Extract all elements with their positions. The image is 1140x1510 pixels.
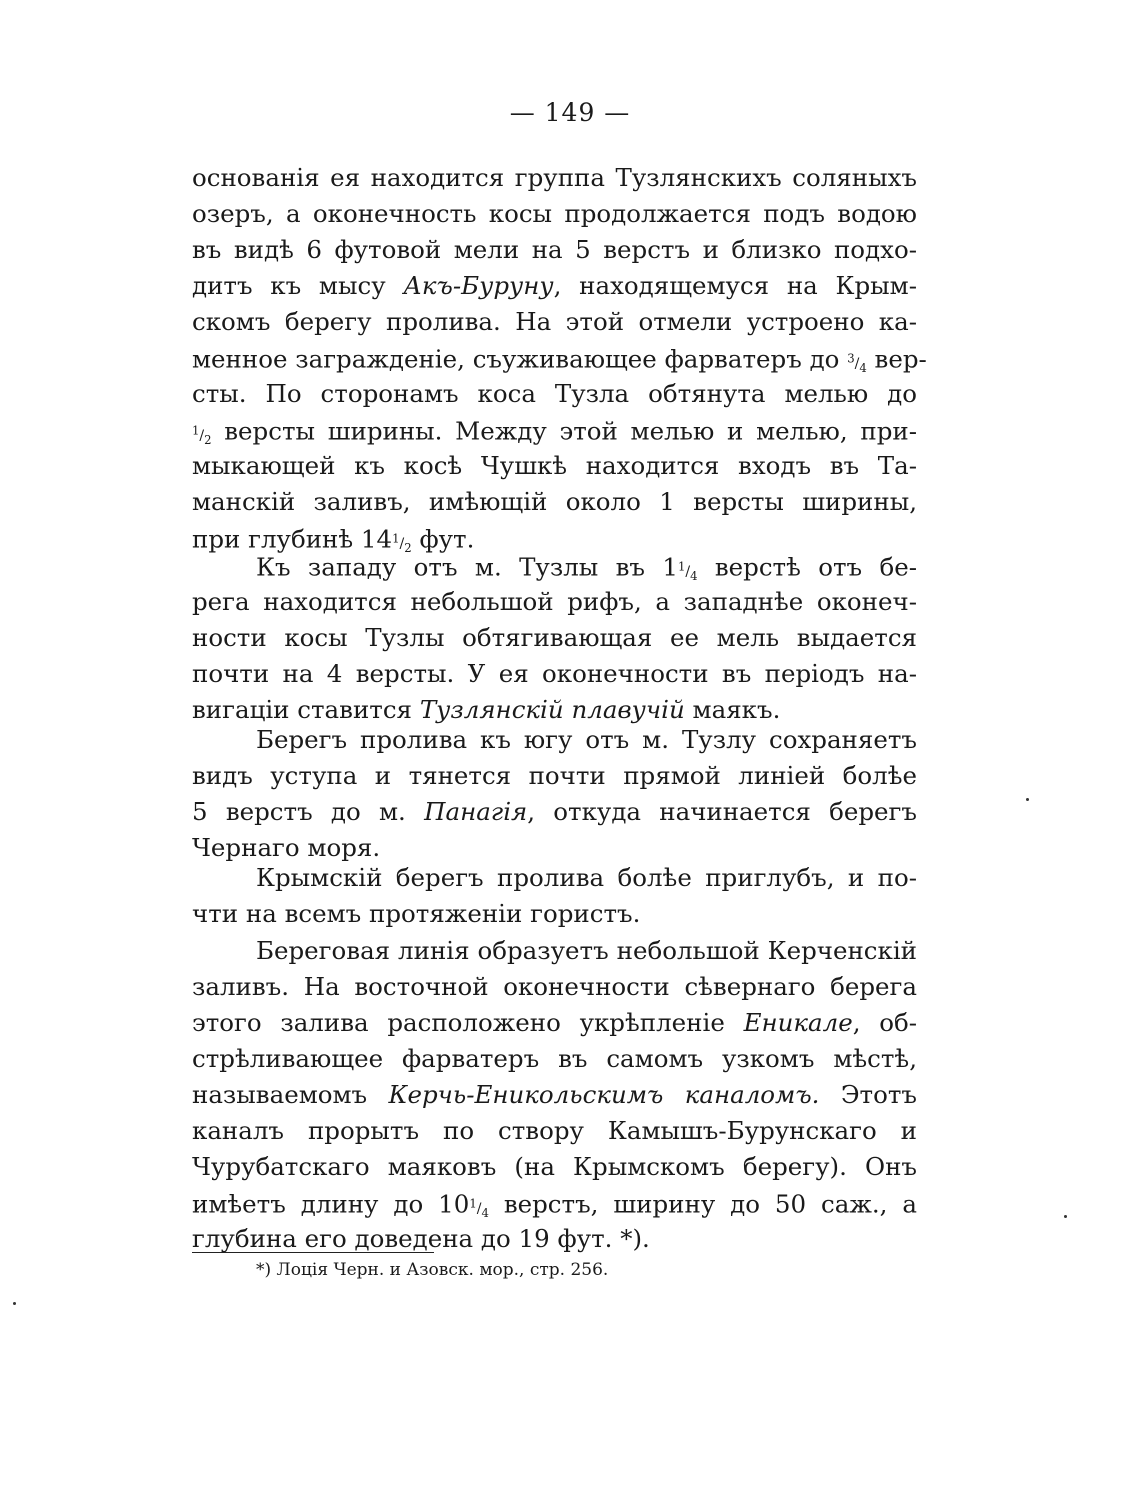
text-run: этого залива расположено укрѣпленіе (192, 1008, 744, 1037)
text-run: называемомъ (192, 1080, 389, 1109)
text-run: , откуда начинается берегъ (527, 797, 917, 826)
text-line (192, 722, 917, 758)
paragraph (192, 933, 917, 1257)
text-line (192, 860, 917, 896)
footnote: *) Лоція Черн. и Азовск. мор., стр. 256. (256, 1260, 609, 1280)
text-run: имѣетъ длину до 10 (192, 1189, 470, 1219)
page-number: — 149 — (509, 98, 631, 127)
italic-name: Панагія (424, 797, 528, 826)
text-line (192, 584, 917, 620)
fraction: $^1/_2$ (192, 423, 212, 447)
text-line (192, 933, 917, 969)
text-run: Этотъ (819, 1080, 918, 1109)
text-run: чти на всемъ протяженіи гористъ. (192, 899, 641, 928)
text-line (192, 484, 917, 520)
text-line (192, 896, 917, 932)
paragraph (192, 860, 917, 932)
text-run: ности косы Тузлы обтягивающая ее мель выдается (192, 623, 917, 652)
text-run: основанія ея находится группа Тузлянскихъ соляныхъ (192, 163, 917, 192)
text-line (192, 1185, 917, 1221)
text-run: Береговая линія образуетъ небольшой Керченскій (256, 936, 917, 965)
text-run: сты. По сторонамъ коса Тузла обтянута мелью до (192, 379, 917, 408)
text-run: заливъ. На восточной оконечности сѣвернаго берега (192, 972, 917, 1001)
text-line (192, 794, 917, 830)
paragraph (192, 722, 917, 866)
text-run: Берегъ пролива къ югу отъ м. Тузлу сохраняетъ (256, 725, 917, 754)
text-line (192, 232, 917, 268)
text-line (192, 376, 917, 412)
text-line (192, 304, 917, 340)
text-run: мыкающей къ косѣ Чушкѣ находится входъ въ Та- (192, 451, 917, 480)
text-line (192, 412, 917, 448)
text-run: Къ западу отъ м. Тузлы въ 1 (256, 552, 678, 582)
text-run: менное загражденіе, съуживающее фарватеръ до (192, 344, 848, 374)
text-run: при глубинѣ 14 (192, 524, 393, 554)
fraction: $^1/_4$ (469, 1196, 489, 1220)
text-run: маякъ. (684, 695, 781, 724)
text-run: Чернаго моря. (192, 833, 381, 862)
paragraph (192, 160, 927, 556)
text-run: , находящемуся на Крым- (553, 271, 917, 300)
text-run: верстъ, ширину до 50 саж., а (488, 1189, 918, 1219)
text-line (192, 448, 917, 484)
scan-speck (1064, 1215, 1067, 1218)
text-run: вигаціи ставится (192, 695, 420, 724)
italic-name: Тузлянскій плавучій (419, 695, 685, 724)
text-line (192, 268, 917, 304)
text-run: манскій заливъ, имѣющій около 1 версты ширины, (192, 487, 917, 516)
scan-speck (13, 1302, 16, 1305)
text-line (192, 969, 917, 1005)
fraction: $^1/_2$ (392, 531, 412, 555)
text-line (192, 548, 917, 584)
paragraph (192, 548, 917, 728)
text-run: почти на 4 версты. У ея оконечности въ періодъ на- (192, 659, 917, 688)
italic-name: Еникале (743, 1008, 853, 1037)
text-run: стрѣливающее фарватеръ въ самомъ узкомъ мѣстѣ, (192, 1044, 917, 1073)
italic-name: Акъ-Буруну (403, 271, 554, 300)
text-run: , об- (852, 1008, 917, 1037)
italic-name: Керчь-Еникольскимъ каналомъ. (388, 1080, 820, 1109)
text-run: фут. (411, 524, 475, 554)
text-run: 5 верстъ до м. (192, 797, 425, 826)
fraction: $^3/_4$ (847, 351, 867, 375)
text-run: видъ уступа и тянется почти прямой линіей болѣе (192, 761, 917, 790)
text-run: озеръ, а оконечность косы продолжается подъ водою (192, 199, 917, 228)
text-run: скомъ берегу пролива. На этой отмели устроено ка- (192, 307, 917, 336)
text-line (192, 160, 917, 196)
text-run: рега находится небольшой рифъ, а западнѣе оконеч- (192, 587, 917, 616)
footnote-rule (192, 1252, 434, 1253)
text-run: глубина его доведена до 19 фут. *). (192, 1224, 650, 1253)
text-run: дитъ къ мысу (192, 271, 404, 300)
text-line (192, 1113, 917, 1149)
text-line (192, 1149, 917, 1185)
text-line (192, 1005, 917, 1041)
text-line (192, 758, 917, 794)
text-run: версты ширины. Между этой мелью и мелью, при- (211, 416, 917, 446)
text-run: Чурубатскаго маяковъ (на Крымскомъ берегу). Онъ (192, 1152, 917, 1181)
text-line (192, 620, 917, 656)
fraction: $^1/_4$ (677, 559, 698, 583)
text-run: верстѣ отъ бе- (697, 552, 917, 582)
text-run: вер- (866, 344, 927, 374)
text-line (192, 1077, 917, 1113)
text-line (192, 340, 927, 376)
text-run: въ видѣ 6 футовой мели на 5 верстъ и близко подхо- (192, 235, 917, 264)
scan-speck (1026, 798, 1029, 801)
text-line (192, 1041, 917, 1077)
text-line (192, 656, 917, 692)
text-run: каналъ прорытъ по створу Камышъ-Бурунскаго и (192, 1116, 917, 1145)
text-line (192, 196, 917, 232)
text-run: Крымскій берегъ пролива болѣе приглубъ, и по- (256, 863, 917, 892)
